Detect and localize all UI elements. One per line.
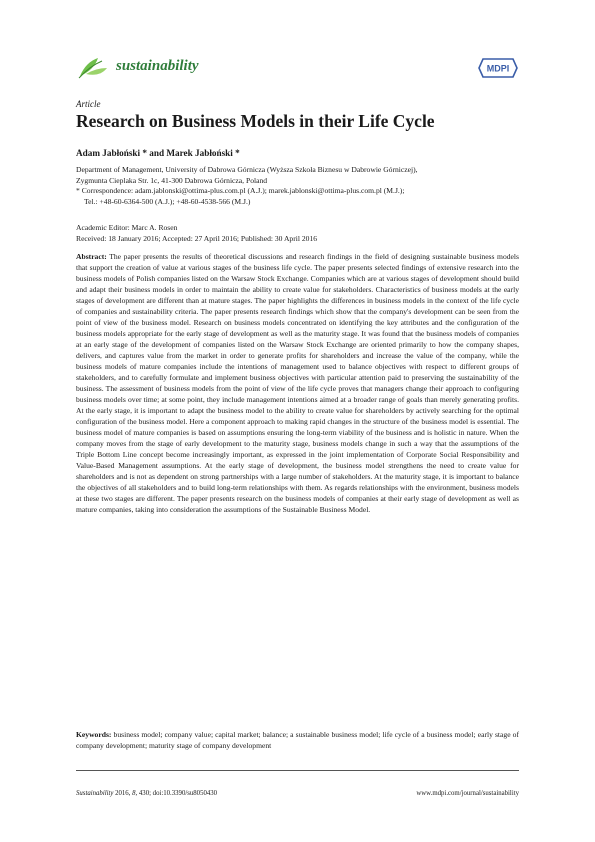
abstract [76, 251, 519, 515]
abstract-text: The paper presents the results of theoretical discussions and research findings in the field of designing sustainable business models that support the creation of value at various stages of the business life cycle. The paper presents selected findings of extensive research into the business models of Polish companies listed on the Warsaw Stock Exchange. Companies which are at various stages of development should build and adapt their business models in order to maintain the ability to create value for stakeholders. Characteristics of business models at the early stages of development are different than at mature stages. The paper highlights the differences in business models in the context of the life cycle of companies and sustainability criteria. The paper presents research findings which show that the company's development can be seen from the point of view of the business model. Research on business models concentrated on identifying the key attributes and the configuration of the business models appropriate for the early stage of development as well as the maturity stage. It was found that the business models of companies at an early stage of the development of companies listed on the Warsaw Stock Exchange are oriented primarily to how the company shapes, delivers, and captures value from the market in order to generate profits for shareholders and increase the value of the company, while the business models of mature companies include the intentions of management used to balance objectives with respect to different groups of stakeholders, and to carefully formulate and implement business objectives with particular attention paid to preserving the sustainability of the business. The assessment of business models from the point of view of the life cycle proves that managers change their approach to configuring business models over time; at some point, they include management intentions aimed at a broader range of goals than merely generating profits. At the early stage, it is important to adapt the business model to the ability to create value for shareholders by actively searching for the optimal configuration of the business model. Here a component approach to making rapid changes in the structure of the business model is essential. The business model of mature companies is based on assumptions ensuring the long-term viability of the business and is holistic in nature. When the company moves from the stage of early development to the maturity stage, business models change in such a way that the assumptions of the Triple Bottom Line concept become increasingly important, as expressed in the joint implementation of Corporate Social Responsibility and Value-Based Management assumptions. At the early stage of development, the business model strengthens the need to create value for shareholders and is not as dependent on strong partnerships with a large number of stakeholders. At the maturity stage, it is important to balance the objectives of all stakeholders and to build long-term relationships with them. As regards relationships with the environment, business models at these two stages are different. The paper presents research on the business models of companies at their early stage of development as well as mature companies, taking into consideration the assumptions of the Sustainable Business Model. [76, 252, 519, 514]
keywords-label: Keywords: [76, 730, 112, 739]
article-title: Research on Business Models in their Life Cycle [76, 111, 435, 131]
keywords-text: business model; company value; capital market; balance; a sustainable business model; life cycle of a business model; early stage of company development; maturity stage of company development [76, 730, 520, 750]
affiliation-line: Zygmunta Cieplaka Str. 1c, 41-300 Dabrowa Górnicza, Poland [76, 175, 268, 185]
leaf-icon [76, 52, 110, 80]
article-type: Article [76, 99, 101, 109]
journal-header [76, 52, 519, 84]
correspondence-line[interactable]: * Correspondence: adam.jablonski@ottima-plus.com.pl (A.J.); marek.jablonski@ottima-plus.com.pl (M.J.); [76, 186, 405, 196]
mdpi-logo[interactable] [477, 56, 519, 80]
footer-journal: Sustainability [76, 790, 114, 797]
journal-logo[interactable] [76, 52, 199, 80]
academic-editor: Academic Editor: Marc A. Rosen [76, 223, 178, 232]
footer-url[interactable]: www.mdpi.com/journal/sustainability [416, 790, 519, 797]
authors: Adam Jabłoński * and Marek Jabłoński * [76, 148, 240, 158]
footer-divider [76, 770, 519, 771]
telephone-line: Tel.: +48-60-6364-500 (A.J.); +48-60-4538-566 (M.J.) [84, 196, 251, 206]
keywords [76, 729, 519, 751]
footer-citation [76, 790, 217, 797]
footer-doi[interactable]: , 430; doi:10.3390/su8050430 [135, 790, 218, 797]
footer-volume: 8 [132, 790, 136, 797]
affiliation-line: Department of Management, University of Dabrowa Górnicza (Wyższa Szkoła Biznesu w Dabrowie Górniczej), [76, 165, 418, 174]
footer-year: 2016, [113, 790, 133, 797]
publication-dates: Received: 18 January 2016; Accepted: 27 April 2016; Published: 30 April 2016 [76, 233, 318, 243]
journal-name: sustainability [116, 57, 199, 74]
affiliations [76, 165, 526, 207]
abstract-label: Abstract: [76, 252, 107, 261]
mdpi-logo-text: MDPI [486, 63, 510, 74]
editorial-info [76, 223, 317, 244]
